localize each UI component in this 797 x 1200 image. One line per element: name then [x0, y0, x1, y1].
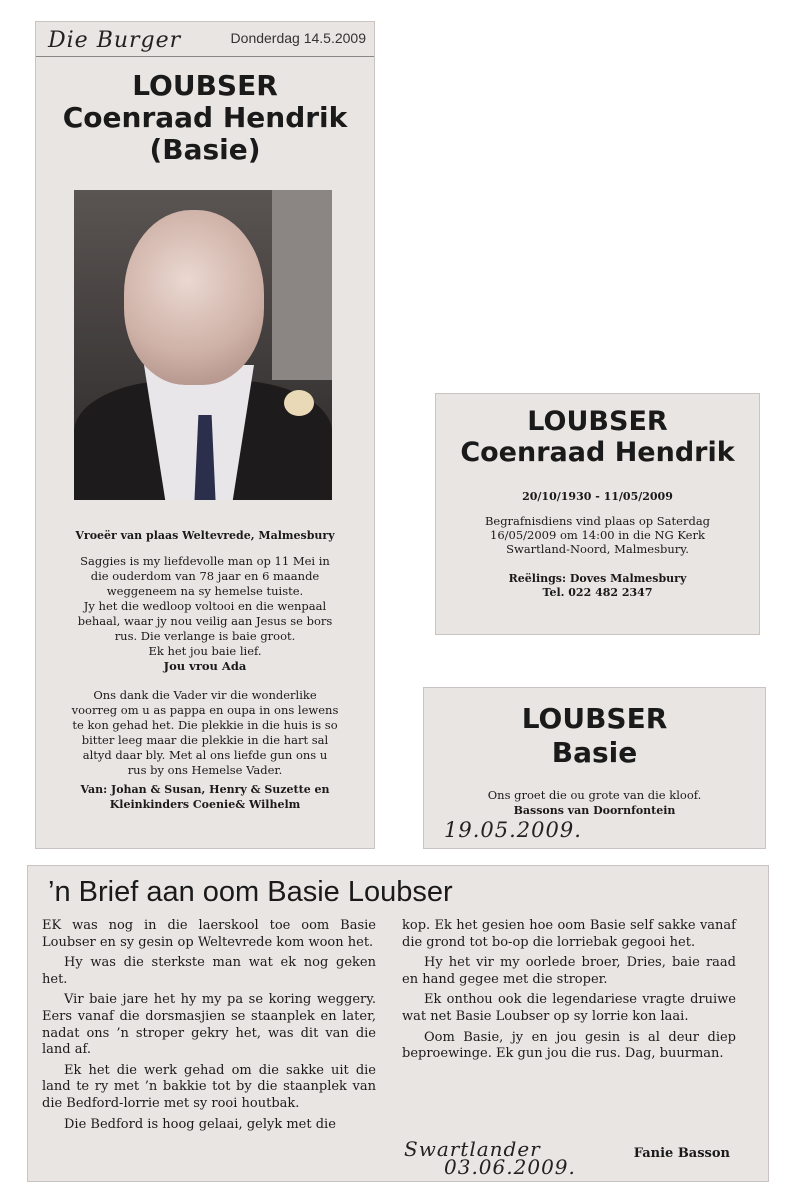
service-details: Begrafnisdiens vind plaas op Saterdag 16/05/2009 om 14:00 in die NG Kerk Swartland-Noord, Malmesbury.	[484, 514, 711, 556]
article-column-left	[42, 918, 376, 1137]
article-column-right	[402, 918, 736, 1067]
surname: LOUBSER	[527, 406, 668, 437]
masthead	[42, 24, 368, 54]
undertaker: Reëlings: Doves Malmesbury	[508, 572, 687, 585]
wife-message: Saggies is my liefdevolle man op 11 Mei in die ouderdom van 78 jaar en 6 maande weggeneem na sy hemelse tuiste. Jy het die wedloop voltooi en die wenpaal behaal, waar jy nou veilig aan Jesus se bors rus. Die verlange is baie groot. Ek het jou baie lief. Jou vrou Ada	[56, 554, 354, 674]
paragraph: Die Bedford is hoog gelaai, gelyk met die	[64, 1116, 336, 1132]
given-names: Coenraad Hendrik	[460, 437, 735, 469]
publication-date: Donderdag 14.5.2009	[230, 30, 366, 46]
handwritten-date: 03.06.2009.	[444, 1155, 576, 1179]
paragraph: Ek onthou ook die legendariese vragte druiwe wat net Basie Loubser op sy lorrie kon laai.	[402, 992, 736, 1024]
condolence-from: Bassons van Doornfontein	[513, 804, 676, 817]
paragraph: Hy het vir my oorlede broer, Dries, baie raad en hand gegee met die stroper.	[402, 955, 736, 987]
portrait-photo	[74, 190, 332, 500]
family-message: Ons dank die Vader vir die wonderlike voorreg om u as pappa en oupa in ons lewens te kon gehad het. Die plekkie in die huis is so bitter leeg maar die plekkie in die hart sal altyd daar bly. Met al ons liefde gun ons u rus by ons Hemelse Vader.	[71, 688, 339, 777]
arrangements	[436, 572, 759, 600]
funeral-notice	[436, 394, 759, 634]
handwritten-paper-name: Swartlander	[404, 1137, 541, 1161]
deceased-name	[436, 406, 759, 468]
paragraph: Vir baie jare het hy my pa se koring weggery. Eers vanaf die dorsmasjien se staanplek en later, nadat ons ’n stroper gekry het, was dit van die land af.	[42, 992, 376, 1058]
given-names: Coenraad Hendrik	[62, 101, 348, 135]
paragraph: Ek het die werk gehad om die sakke uit die land te ry met ’n bakkie tot by die staanplek van die Bedford-lorrie met sy rooi houtbak.	[42, 1062, 376, 1111]
nickname: (Basie)	[149, 133, 261, 167]
condolence-notice	[424, 688, 765, 848]
handwritten-source	[404, 1137, 576, 1179]
paragraph: EK was nog in die laerskool toe oom Basie Loubser en sy gesin op Weltevrede kom woon het.	[42, 918, 376, 950]
surname: LOUBSER	[132, 69, 278, 102]
life-dates: 20/10/1930 - 11/05/2009	[522, 490, 673, 503]
condolence-message: Ons groet die ou grote van die kloof.	[487, 788, 702, 802]
article-title: ’n Brief aan oom Basie Loubser	[48, 876, 453, 908]
header-rule	[36, 56, 374, 57]
former-residence: Vroeër van plaas Weltevrede, Malmesbury	[75, 529, 335, 542]
deceased-name	[36, 70, 374, 167]
telephone: Tel. 022 482 2347	[542, 586, 653, 599]
author-byline: Fanie Basson	[633, 1146, 730, 1161]
family-signoff: Van: Johan & Susan, Henry & Suzette en Kleinkinders Coenie& Wilhelm	[80, 783, 330, 811]
paragraph: Oom Basie, jy en jou gesin is al deur diep beproewinge. Ek gun jou die rus. Dag, buurman.	[402, 1029, 736, 1062]
surname: LOUBSER	[521, 702, 668, 735]
wife-signoff: Jou vrou Ada	[163, 659, 247, 673]
deceased-name	[424, 702, 765, 769]
handwritten-date: 19.05.2009.	[444, 818, 582, 842]
paragraph: kop. Ek het gesien hoe oom Basie self sakke vanaf die grond tot bo-op die lorriebak gegooi het.	[402, 918, 736, 950]
paragraph: Hy was die sterkste man wat ek nog geken het.	[42, 955, 376, 987]
handwritten-paper-name: Die Burger	[48, 28, 182, 53]
death-notice-die-burger	[36, 22, 374, 848]
nickname: Basie	[551, 735, 638, 769]
letter-article	[28, 866, 768, 1181]
